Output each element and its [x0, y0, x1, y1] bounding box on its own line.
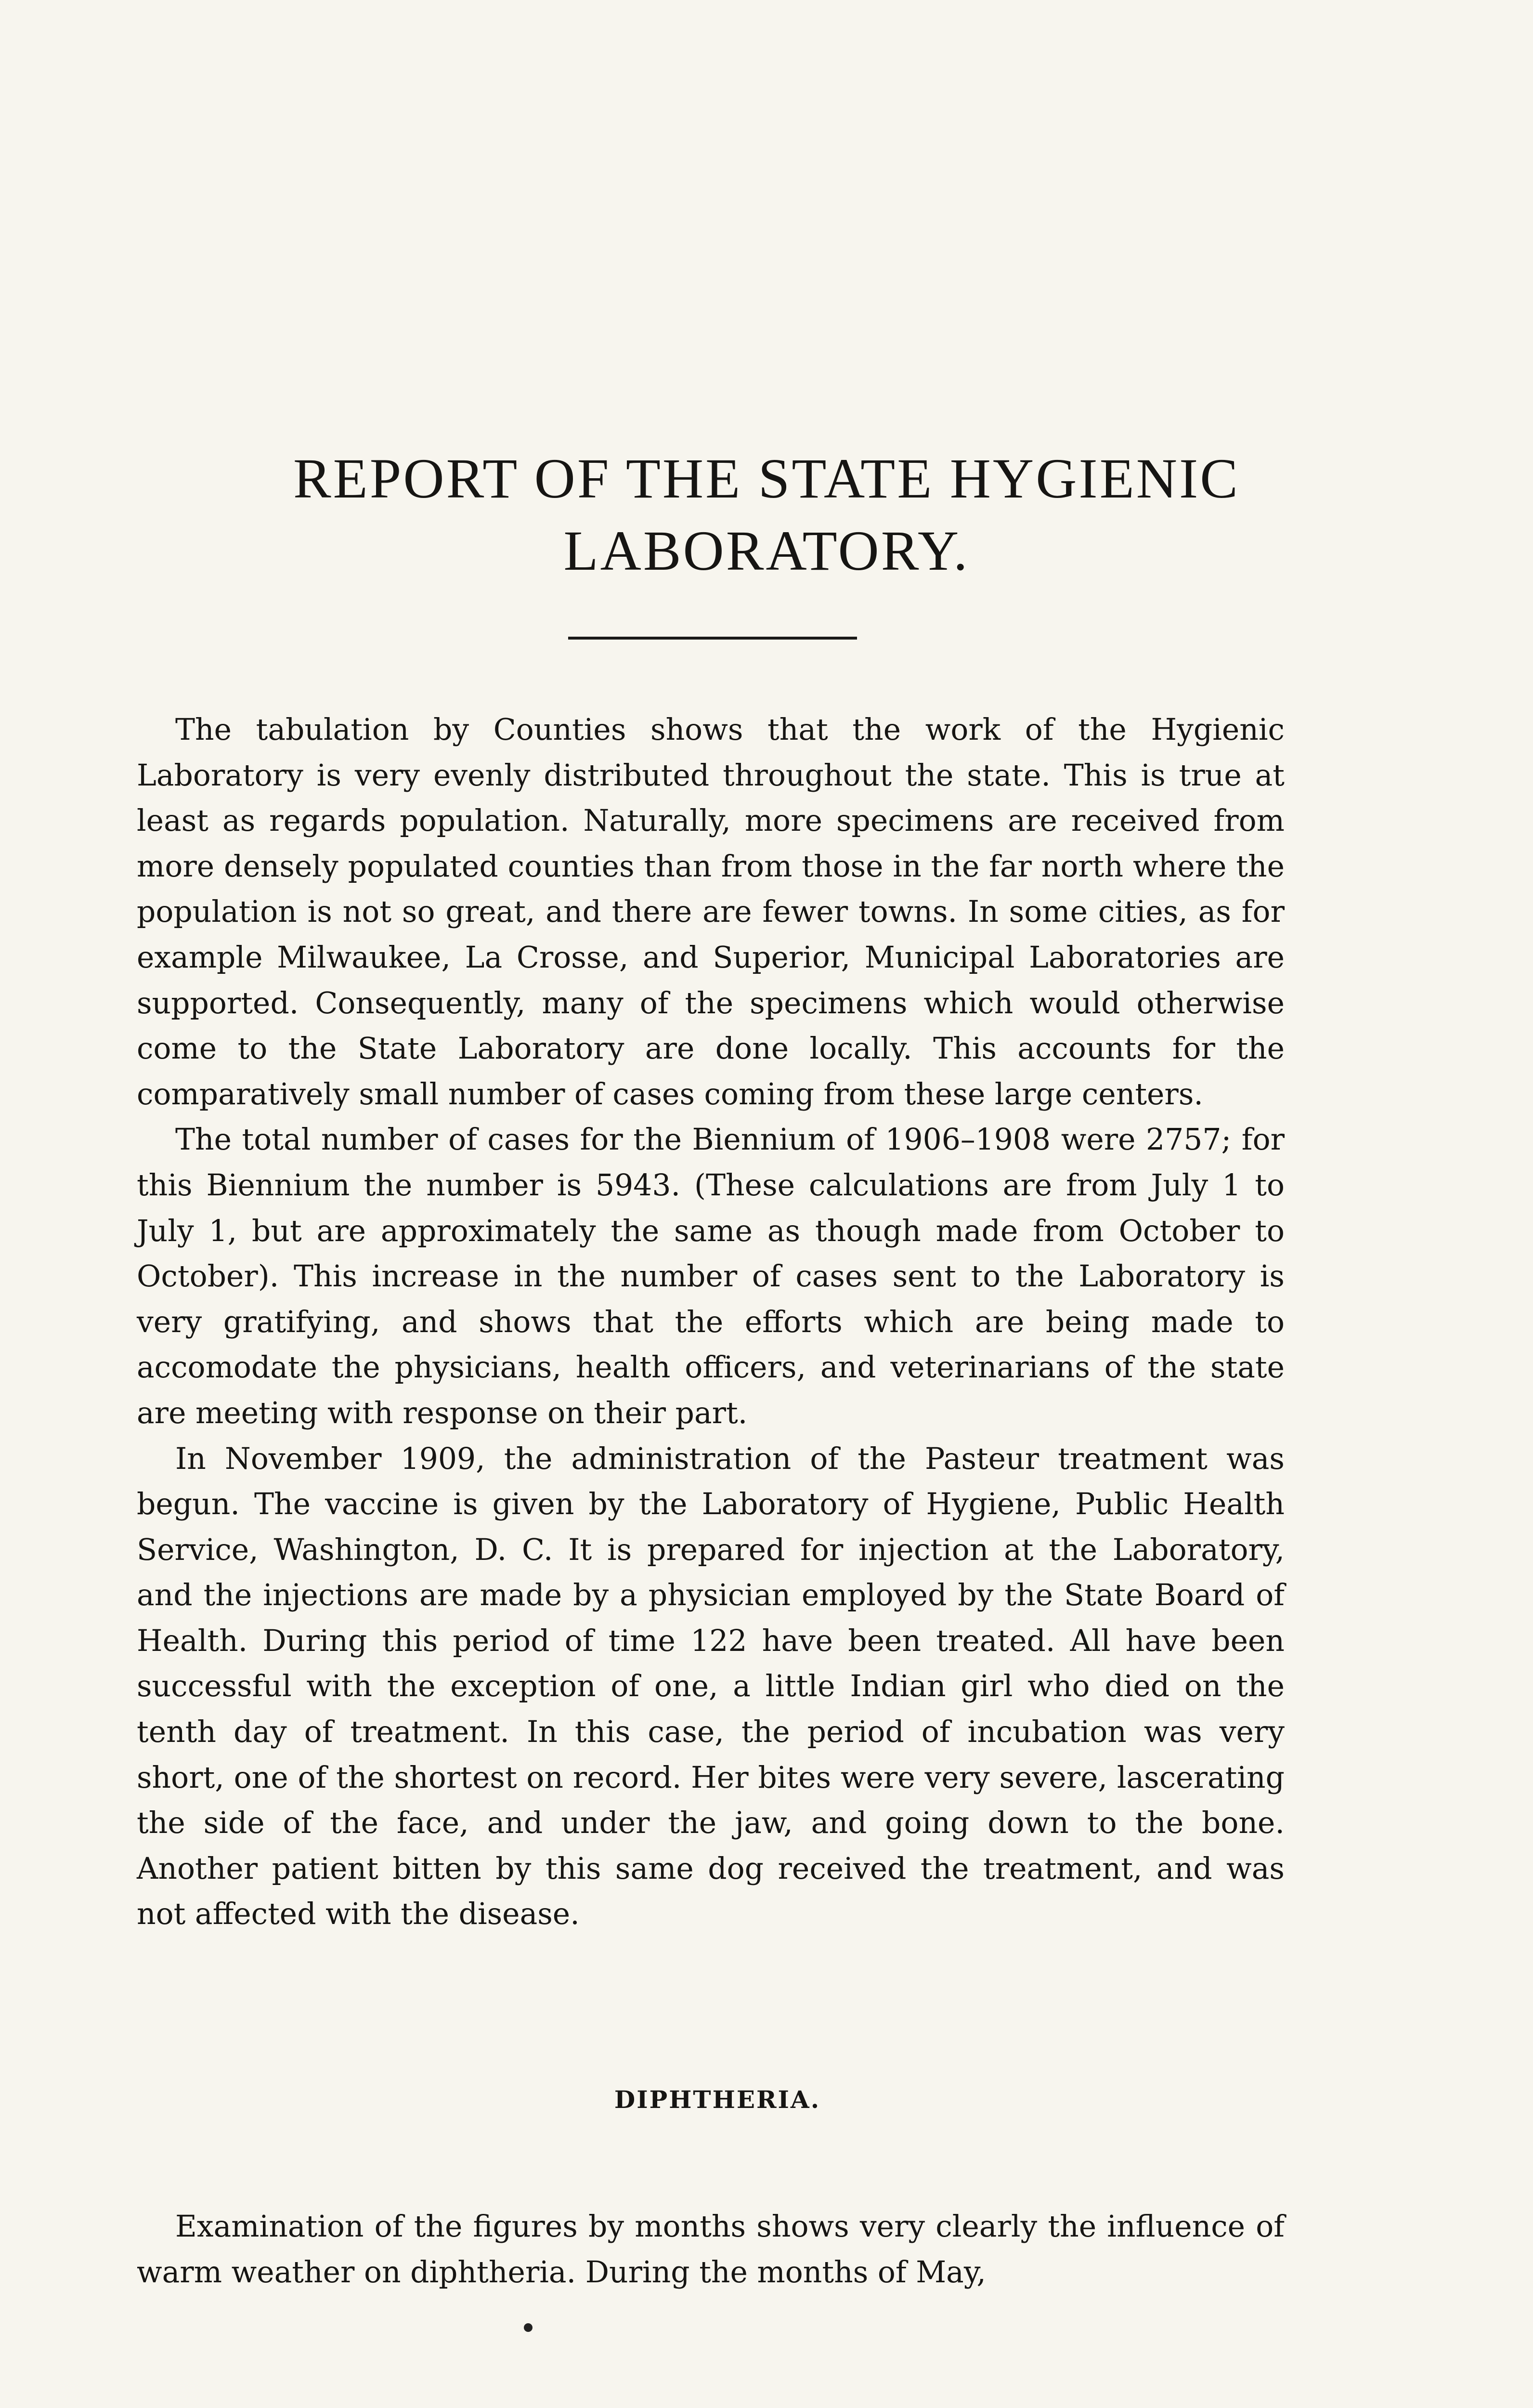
intro-body: [137, 707, 1285, 1937]
paragraph-diphtheria: Examination of the figures by months shows very clearly the influence of warm weather on diphtheria. During the months of May,: [137, 2209, 1285, 2290]
paragraph-pasteur-treatment: In November 1909, the administration of the Pasteur treatment was begun. The vaccine is given by the Laboratory of Hygiene, Public Health Service, Washington, D. C. It is prepared for injection at the Laboratory, and the injections are made by a physician employed by the State Board of Health. During this period of time 122 have been treated. All have been successful with the exception of one, a little Indian girl who died on the tenth day of treatment. In this case, the period of incubation was very short, one of the shortest on record. Her bites were very severe, lascerating the side of the face, and under the jaw, and going down to the bone. Another patient bitten by this same dog received the treatment, and was not affected with the disease.: [137, 1441, 1285, 1932]
report-title-line-2: LABORATORY.: [563, 519, 970, 582]
paragraph-distribution: The tabulation by Counties shows that the work of the Hygienic Laboratory is very evenly distributed throughout the state. This is true at least as regards population. Naturally, more specimens are received from more densely populated counties than from those in the far north where the population is not so great, and there are fewer towns. In some cities, as for example Milwaukee, La Crosse, and Superior, Municipal Laboratories are supported. Consequently, many of the specimens which would otherwise come to the State Laboratory are done locally. This accounts for the comparatively small number of cases coming from these large centers.: [137, 712, 1285, 1112]
section-heading-diphtheria: DIPHTHERIA.: [614, 2085, 821, 2114]
report-title-line-1: REPORT OF THE STATE HYGIENIC: [293, 447, 1240, 510]
ink-speck: [524, 2323, 533, 2332]
title-divider: [568, 637, 857, 640]
diphtheria-body: [137, 2204, 1285, 2295]
paragraph-case-totals: The total number of cases for the Biennium of 1906–1908 were 2757; for this Biennium the number is 5943. (These calculations are from July 1 to July 1, but are approximately the same as though made from October to October). This increase in the number of cases sent to the Laboratory is very gratifying, and shows that the efforts which are being made to accomodate the physicians, health officers, and veterinarians of the state are meeting with response on their part.: [137, 1122, 1285, 1430]
